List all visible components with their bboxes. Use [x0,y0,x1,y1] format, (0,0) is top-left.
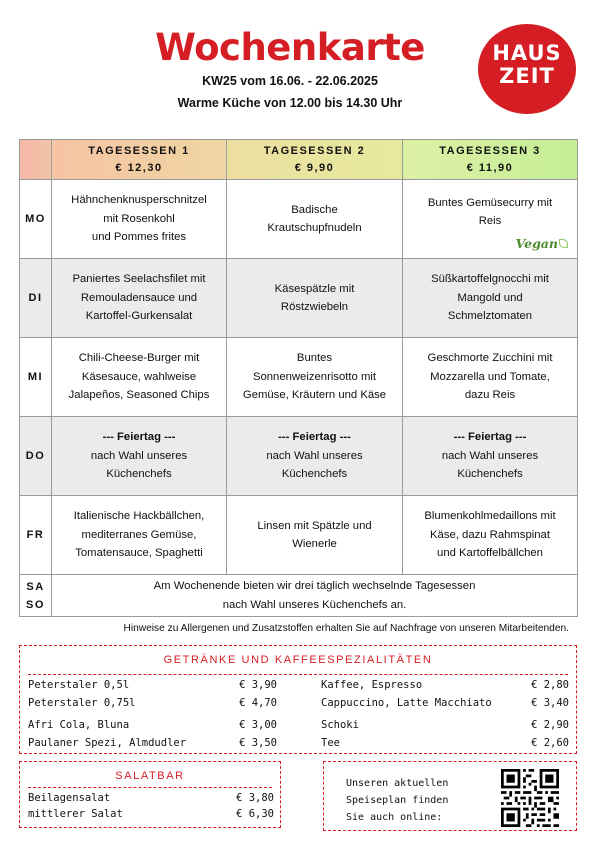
dish-line: Mozzarella und Tomate, [430,370,550,383]
salad-name: Beilagensalat [28,792,111,804]
day-label: MI [20,338,52,417]
menu-row-di [20,259,578,338]
day-label: DO [20,417,52,496]
dish-cell [403,496,578,575]
dish-line: Krautschupfnudeln [267,222,362,234]
dish-line: Tomatensauce, Spaghetti [75,547,203,560]
weekly-menu-table [19,139,578,617]
dish-line: Jalapeños, Seasoned Chips [68,389,210,402]
drink-price: € 4,70 [239,697,277,709]
dish-cell [227,417,403,496]
day-label: DI [20,259,52,338]
salad-bar-box [19,761,281,828]
drink-name: Tee [321,737,340,749]
dish-line: Küchenchefs [457,468,523,481]
salad-name: mittlerer Salat [28,808,123,820]
header-corner [20,140,52,180]
dish-line: Käse, dazu Rahmspinat [430,528,550,541]
holiday-label: --- Feiertag --- [102,431,176,444]
holiday-label: --- Feiertag --- [278,431,351,444]
column-name: TAGESESSEN 2 [263,144,366,157]
weekend-line: Am Wochenende bieten wir drei täglich wechselnde Tagesessen [153,580,476,592]
drink-name: Paulaner Spezi, Almdudler [28,737,187,749]
dish-line: Kartoffel-Gurkensalat [85,310,193,323]
dish-line: Sonnenweizenrisotto mit [252,370,377,383]
dish-line: mit Rosenkohl [103,212,175,225]
dish-line: Reis [478,215,502,227]
dish-cell [403,259,578,338]
dish-line: Käsespätzle mit [274,282,355,295]
day-label: FR [20,496,52,575]
menu-row-fr [20,496,578,575]
dish-line: Buntes [296,352,333,365]
dish-line: Wienerle [292,538,337,550]
online-line: Sie auch online: [346,812,443,823]
dish-line: nach Wahl unseres [266,449,363,462]
hauszeit-logo [478,24,576,114]
dish-cell [227,180,403,259]
menu-row-weekend [20,575,578,617]
vegan-label: Vegan [515,235,558,251]
column-name: TAGESESSEN 1 [88,144,190,157]
drink-price: € 3,90 [239,679,277,691]
dish-line: Schmelztomaten [447,310,533,323]
salad-price: € 3,80 [236,792,274,804]
drink-price: € 2,80 [531,679,569,691]
dish-cell [403,417,578,496]
dish-line: Linsen mit Spätzle und [257,519,372,532]
weekend-line: nach Wahl unseres Küchenchefs an. [222,598,407,611]
vegan-badge [516,235,568,254]
weekend-day-label [20,575,52,617]
dish-line: Italienische Hackbällchen, [73,510,205,523]
column-price: € 9,90 [294,161,335,174]
column-header-1 [52,140,227,180]
holiday-label: --- Feiertag --- [453,431,527,444]
online-text [346,775,448,826]
salad-price: € 6,30 [236,808,274,820]
dish-cell [403,338,578,417]
online-line: Speiseplan finden [346,795,449,806]
logo-text-top: HAUS [492,41,562,65]
drink-price: € 3,40 [531,697,569,709]
column-header-3 [403,140,578,180]
dish-line: mediterranes Gemüse, [81,528,197,541]
drink-name: Schoki [321,719,359,731]
menu-row-mi [20,338,578,417]
dish-line: und Kartoffelbällchen [437,547,543,560]
drink-price: € 2,90 [531,719,569,731]
drink-name: Afri Cola, Bluna [28,719,130,731]
dish-line: Süßkartoffelgnocchi mit [431,273,549,286]
drink-price: € 3,00 [239,719,277,731]
dish-line: Gemüse, Kräutern und Käse [242,389,387,402]
drinks-box [19,645,577,754]
column-price: € 11,90 [466,161,514,174]
drinks-title: GETRÄNKE UND KAFFEESPEZIALITÄTEN [163,654,433,666]
dish-line: Paniertes Seelachsfilet mit [72,273,206,286]
menu-row-mo [20,180,578,259]
dish-cell [52,496,227,575]
dish-line: dazu Reis [464,389,516,402]
online-line: Unseren aktuellen [346,778,449,789]
weekend-note [52,575,578,617]
logo-text-bottom: ZEIT [499,64,555,88]
day-label: MO [20,180,52,259]
drinks-divider [28,674,568,675]
menu-header-row [20,140,578,180]
dish-cell [227,259,403,338]
menu-row-do [20,417,578,496]
leaf-icon [559,239,568,248]
column-name: TAGESESSEN 3 [439,144,541,157]
dish-line: nach Wahl unseres [441,449,539,462]
dish-line: Röstzwiebeln [280,301,349,313]
page-title: Wochenkarte [155,26,425,69]
dish-line: Remouladensauce und [80,291,198,304]
dish-cell [403,180,578,259]
dish-cell [52,180,227,259]
column-price: € 12,30 [115,161,163,174]
dish-line: und Pommes frites [91,231,187,244]
dish-cell [227,496,403,575]
drink-name: Kaffee, Espresso [321,679,423,691]
dish-line: Küchenchefs [106,468,172,481]
drink-price: € 3,50 [239,737,277,749]
dish-line: Blumenkohlmedaillons mit [424,510,556,523]
drink-name: Peterstaler 0,5l [28,679,130,691]
dish-line: Mangold und [457,291,523,304]
dish-line: nach Wahl unseres [90,449,188,462]
kitchen-hours: Warme Küche von 12.00 bis 14.30 Uhr [177,96,403,110]
allergen-note: Hinweise zu Allergenen und Zusatzstoffen erhalten Sie auf Nachfrage von unseren Mitarbeitenden. [123,623,569,634]
drink-name: Peterstaler 0,75l [28,697,136,709]
dish-cell [227,338,403,417]
online-box [323,761,577,831]
week-range: KW25 vom 16.06. - 22.06.2025 [202,74,378,88]
salad-divider [28,787,272,788]
day-label-so: SO [26,598,45,611]
dish-line: Hähnchenknusperschnitzel [71,194,207,207]
dish-cell [52,259,227,338]
day-label-sa: SA [26,580,45,593]
drink-name: Cappuccino, Latte Macchiato [321,697,492,709]
dish-line: Geschmorte Zucchini mit [427,352,553,365]
dish-line: Küchenchefs [281,468,348,481]
salad-title: SALATBAR [115,770,185,782]
drink-price: € 2,60 [531,737,569,749]
qr-code[interactable] [500,769,560,827]
dish-line: Buntes Gemüsecurry mit [427,196,553,209]
dish-cell [52,338,227,417]
dish-line: Chili-Cheese-Burger mit [78,352,200,365]
column-header-2 [227,140,403,180]
dish-cell [52,417,227,496]
dish-line: Badische [291,203,338,216]
dish-line: Käsesauce, wahlweise [81,370,197,383]
